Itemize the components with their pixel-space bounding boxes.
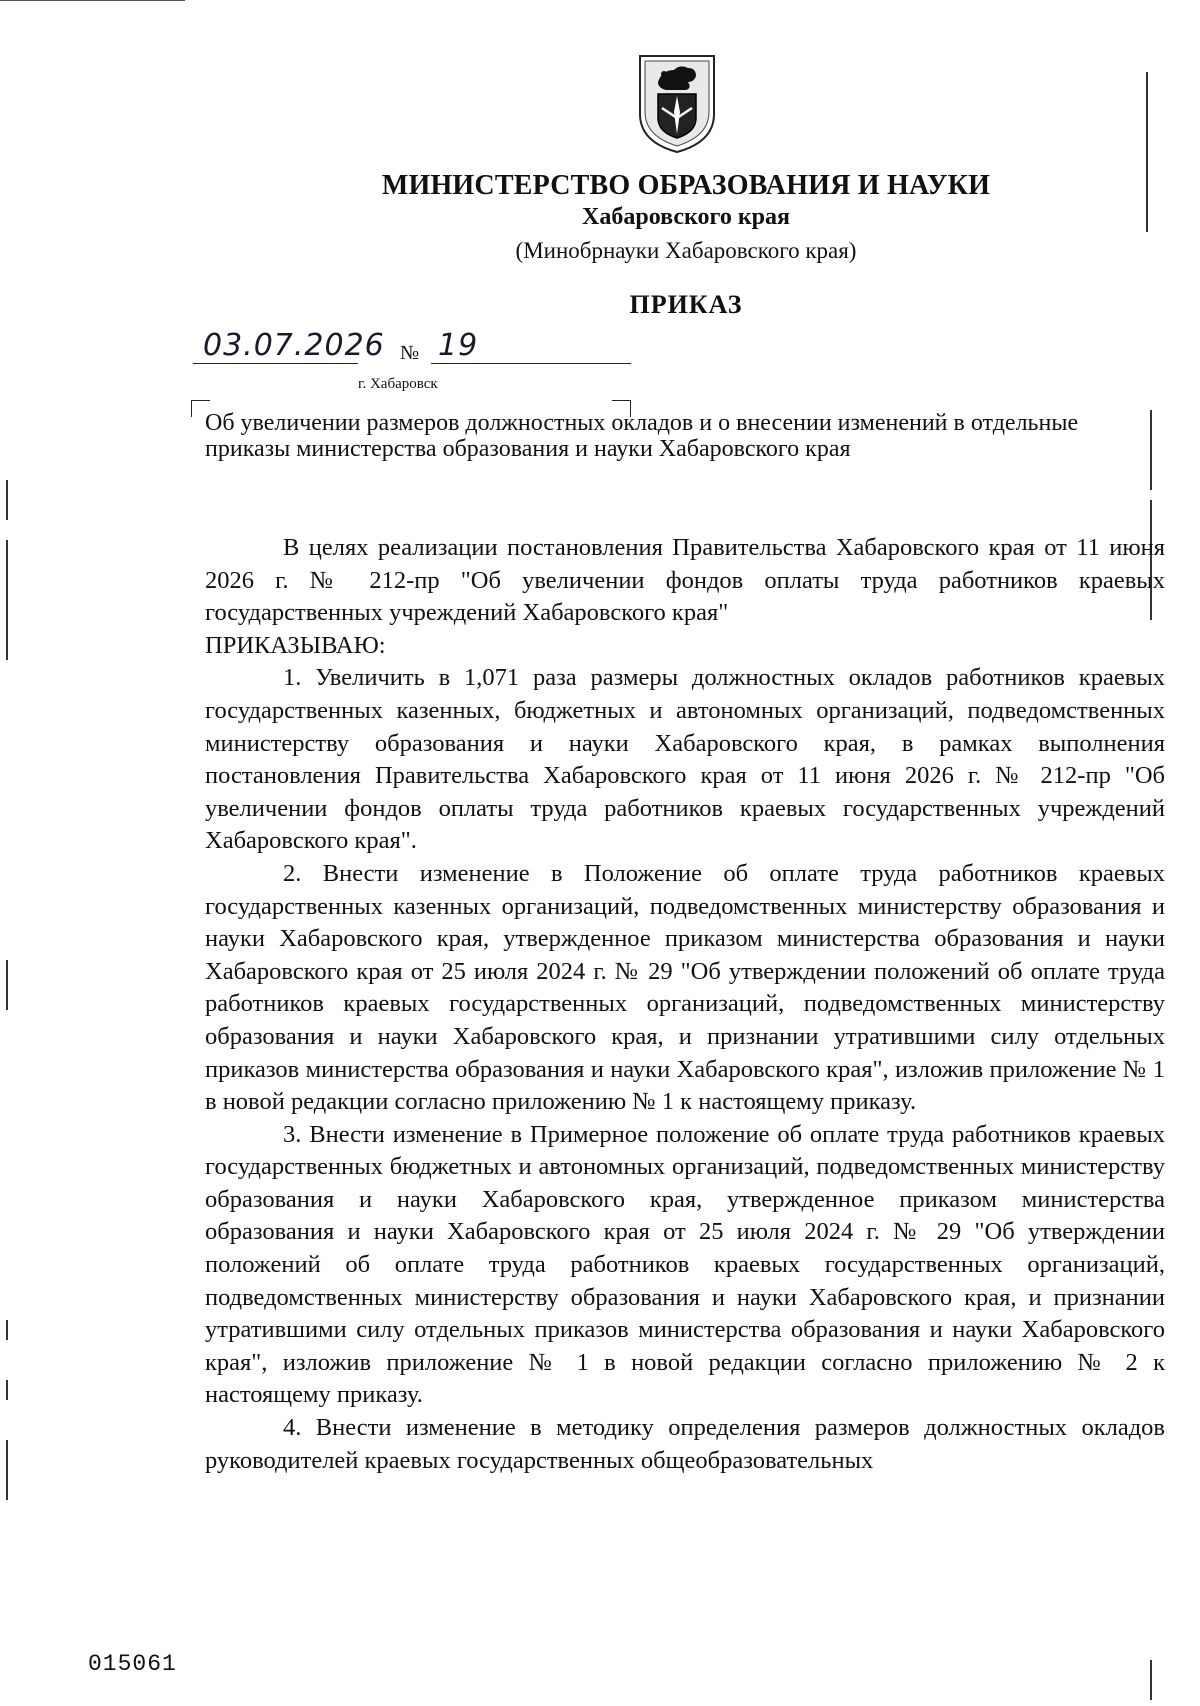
scan-artifact-left-4 xyxy=(6,1320,8,1340)
scan-artifact-right-4 xyxy=(1150,1660,1152,1700)
coat-of-arms-icon xyxy=(636,52,718,156)
order-item-4: 4. Внести изменение в методику определения размеров должностных окладов руководителей краевых государственных общеобразовательных xyxy=(205,1414,1165,1474)
region-name: Хабаровского края xyxy=(582,204,790,230)
ministry-short-name: (Минобрнауки Хабаровского края) xyxy=(515,238,857,263)
preamble: В целях реализации постановления Правительства Хабаровского края от 11 июня 2026 г. № 212-пр "Об увеличении фондов оплаты труда работников краевых государственных учреждений Хабаровского края" xyxy=(205,534,1165,627)
number-sign: № xyxy=(400,342,420,364)
handwritten-number: 19 xyxy=(438,328,479,363)
ministry-name: МИНИСТЕРСТВО ОБРАЗОВАНИЯ И НАУКИ xyxy=(381,170,991,201)
scan-artifact-top xyxy=(0,0,185,1)
form-serial-number: 015061 xyxy=(88,1651,177,1677)
order-subject: Об увеличении размеров должностных окладов и о внесении изменений в отдельные приказы министерства образования и науки Хабаровского края xyxy=(205,410,1079,462)
registration-line xyxy=(193,330,633,370)
scan-artifact-left-1 xyxy=(6,480,8,520)
order-item-3: 3. Внести изменение в Примерное положение об оплате труда работников краевых государственных бюджетных и автономных организаций, подведомственных министерству образования и науки Хабаровского края, утвержденное приказом министерства образования и науки Хабаровского края от 25 июля 2024 г. № 29 "Об утверждении положений об оплате труда работников краевых государственных организаций, подведомственных министерству образования и науки Хабаровского края, и признании утратившими силу отдельных приказов министерства образования и науки Хабаровского края", изложив приложение № 1 в новой редакции согласно приложению № 2 к настоящему приказу. xyxy=(205,1120,1165,1409)
scan-artifact-left-5 xyxy=(6,1380,8,1400)
order-item-2: 2. Внести изменение в Положение об оплате труда работников краевых государственных казенных организаций, подведомственных министерству образования и науки Хабаровского края, утвержденное приказом министерства образования и науки Хабаровского края от 25 июля 2024 г. № 29 "Об утверждении положений об оплате труда работников краевых государственных организаций, подведомственных министерству образования и науки Хабаровского края, и признании утратившими силу отдельных приказов министерства образования и науки Хабаровского края", изложив приложение № 1 в новой редакции согласно приложению № 1 к настоящему приказу. xyxy=(205,859,1165,1116)
order-body xyxy=(205,532,1165,1477)
document-type: ПРИКАЗ xyxy=(629,290,743,319)
order-item-1: 1. Увеличить в 1,071 раза размеры должностных окладов работников краевых государственных казенных, бюджетных и автономных организаций, подведомственных министерству образования и науки Хабаровского края, в рамках выполнения постановления Правительства Хабаровского края от 11 июня 2026 г. № 212-пр "Об увеличении фондов оплаты труда работников краевых государственных учреждений Хабаровского края". xyxy=(205,664,1165,855)
scan-artifact-left-3 xyxy=(6,960,8,1010)
handwritten-date: 03.07.2026 xyxy=(203,328,385,363)
order-word: ПРИКАЗЫВАЮ: xyxy=(205,631,386,659)
scan-artifact-left-6 xyxy=(6,1440,8,1500)
issue-city: г. Хабаровск xyxy=(358,376,438,392)
scan-artifact-left-2 xyxy=(6,540,8,660)
